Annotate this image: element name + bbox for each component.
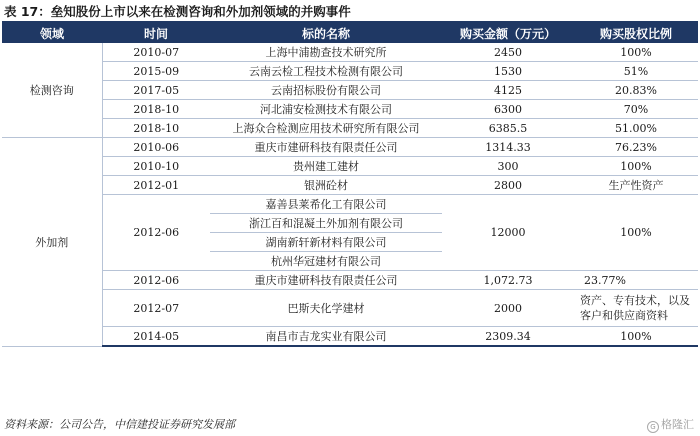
target-cell: 湖南新轩新材料有限公司: [210, 233, 442, 252]
col-header-time: 时间: [102, 23, 210, 43]
watermark: [647, 416, 694, 433]
sector-cell: 检测咨询: [2, 43, 102, 138]
ratio-cell: 23.77%: [574, 271, 698, 290]
ratio-cell: 100%: [574, 327, 698, 347]
table-row: [2, 119, 698, 138]
sector-cell: 外加剂: [2, 138, 102, 347]
amount-cell: 1314.33: [442, 138, 574, 157]
table-title: 表 17：垒知股份上市以来在检测咨询和外加剂领域的并购事件: [4, 4, 351, 19]
watermark-logo-icon: G: [647, 421, 659, 433]
time-cell: 2012-01: [102, 176, 210, 195]
amount-cell: 1,072.73: [442, 271, 574, 290]
table-row: [2, 327, 698, 347]
amount-cell: 4125: [442, 81, 574, 100]
target-cell: 巴斯夫化学建材: [210, 290, 442, 327]
time-cell: 2012-06: [102, 195, 210, 271]
table-row: [2, 100, 698, 119]
ratio-cell: 100%: [574, 195, 698, 271]
time-cell: 2014-05: [102, 327, 210, 347]
ratio-cell: 100%: [574, 43, 698, 62]
col-header-sector: 领域: [2, 23, 102, 43]
target-cell: 云南云检工程技术检测有限公司: [210, 62, 442, 81]
target-cell: 重庆市建研科技有限责任公司: [210, 271, 442, 290]
target-cell: 南昌市吉龙实业有限公司: [210, 327, 442, 347]
table-row: [2, 195, 698, 214]
acquisition-table: [2, 23, 698, 347]
target-cell: 上海中浦勘查技术研究所: [210, 43, 442, 62]
watermark-text: 格隆汇: [661, 418, 694, 431]
table-row: [2, 176, 698, 195]
col-header-target: 标的名称: [210, 23, 442, 43]
time-cell: 2018-10: [102, 100, 210, 119]
col-header-ratio: 购买股权比例: [574, 23, 698, 43]
amount-cell: 2800: [442, 176, 574, 195]
table-row: [2, 271, 698, 290]
target-cell: 河北浦安检测技术有限公司: [210, 100, 442, 119]
target-cell: 上海众合检测应用技术研究所有限公司: [210, 119, 442, 138]
amount-cell: 6300: [442, 100, 574, 119]
time-cell: 2018-10: [102, 119, 210, 138]
time-cell: 2017-05: [102, 81, 210, 100]
amount-cell: 2309.34: [442, 327, 574, 347]
ratio-cell: 生产性资产: [574, 176, 698, 195]
time-cell: 2010-06: [102, 138, 210, 157]
table-row: [2, 62, 698, 81]
target-cell: 贵州建工建材: [210, 157, 442, 176]
amount-cell: 300: [442, 157, 574, 176]
time-cell: 2010-07: [102, 43, 210, 62]
amount-cell: 2450: [442, 43, 574, 62]
table-row: [2, 43, 698, 62]
col-header-amount: 购买金额（万元）: [442, 23, 574, 43]
target-cell: 嘉善县莱希化工有限公司: [210, 195, 442, 214]
table-row: [2, 81, 698, 100]
amount-cell: 1530: [442, 62, 574, 81]
ratio-cell: 20.83%: [574, 81, 698, 100]
table-row: [2, 157, 698, 176]
ratio-cell: 资产、专有技术，以及客户和供应商资料: [574, 290, 698, 327]
table-row: [2, 138, 698, 157]
amount-cell: 2000: [442, 290, 574, 327]
ratio-cell: 51%: [574, 62, 698, 81]
target-cell: 重庆市建研科技有限责任公司: [210, 138, 442, 157]
time-cell: 2010-10: [102, 157, 210, 176]
ratio-cell: 100%: [574, 157, 698, 176]
amount-cell: 12000: [442, 195, 574, 271]
source-note: 资料来源：公司公告，中信建投证券研究发展部: [4, 418, 235, 431]
ratio-cell: 76.23%: [574, 138, 698, 157]
amount-cell: 6385.5: [442, 119, 574, 138]
ratio-cell: 70%: [574, 100, 698, 119]
time-cell: 2012-07: [102, 290, 210, 327]
time-cell: 2012-06: [102, 271, 210, 290]
table-header-row: [2, 23, 698, 43]
time-cell: 2015-09: [102, 62, 210, 81]
target-cell: 银洲砼材: [210, 176, 442, 195]
target-cell: 云南招标股份有限公司: [210, 81, 442, 100]
target-cell: 浙江百和混凝土外加剂有限公司: [210, 214, 442, 233]
table-row: [2, 290, 698, 327]
ratio-cell: 51.00%: [574, 119, 698, 138]
target-cell: 杭州华冠建材有限公司: [210, 252, 442, 271]
